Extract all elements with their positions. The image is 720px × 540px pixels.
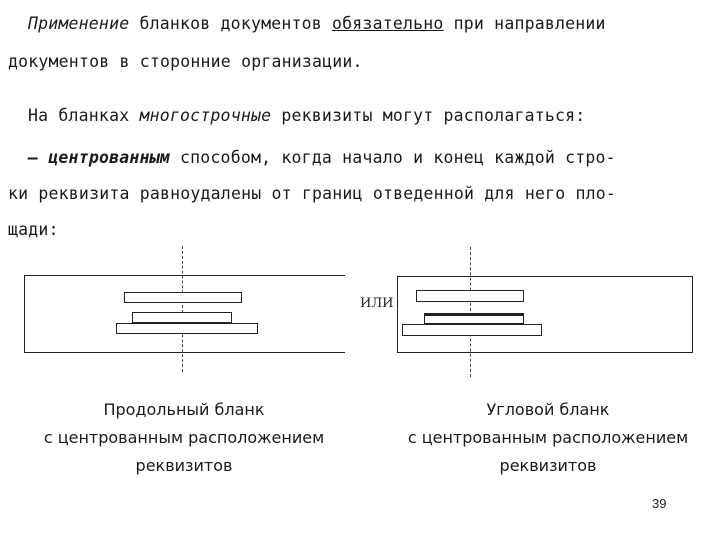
caption-line: реквизитов (135, 456, 233, 475)
text-fragment: при направлении (443, 14, 606, 33)
paragraph-1-line-1 (28, 14, 606, 33)
underlined-word-obyazatelno: обязательно (332, 14, 444, 33)
text-fragment: реквизиты могут располагаться: (271, 106, 586, 125)
requisite-line-2 (424, 313, 524, 324)
requisite-line-2 (132, 312, 232, 323)
right-caption (378, 396, 718, 480)
requisite-line-1 (124, 292, 242, 303)
paragraph-3-line-2: ки реквизита равноудалены от границ отведенной для него пло- (8, 184, 617, 203)
text-fragment: На бланках (28, 106, 140, 125)
center-axis-right (470, 247, 471, 377)
italic-word-mnogostrochnye: многострочные (139, 106, 272, 125)
paragraph-3-line-1 (28, 148, 616, 167)
bold-italic-word-centrovannym: центрованным (48, 148, 170, 167)
paragraph-2 (28, 106, 585, 125)
paragraph-1-line-2: документов в сторонние организации. (8, 52, 363, 71)
text-fragment: бланков документов (129, 14, 333, 33)
caption-line: с центрованным расположением (43, 428, 325, 447)
caption-line: Продольный бланк (103, 400, 265, 419)
requisite-line-1 (416, 290, 524, 302)
center-axis-left (182, 246, 183, 372)
italic-word-primenenie: Применение (28, 14, 130, 33)
dash: – (28, 148, 49, 167)
text-fragment: способом, когда начало и конец каждой стро- (169, 148, 616, 167)
paragraph-3-line-3: щади: (8, 220, 59, 239)
left-caption (14, 396, 354, 480)
or-mark: ИЛИ (360, 296, 394, 311)
page-number: 39 (652, 496, 667, 511)
caption-line: реквизитов (499, 456, 597, 475)
caption-line: Угловой бланк (486, 400, 610, 419)
requisite-line-3 (116, 323, 258, 334)
caption-line: с центрованным расположением (407, 428, 689, 447)
requisite-line-3 (402, 324, 542, 336)
